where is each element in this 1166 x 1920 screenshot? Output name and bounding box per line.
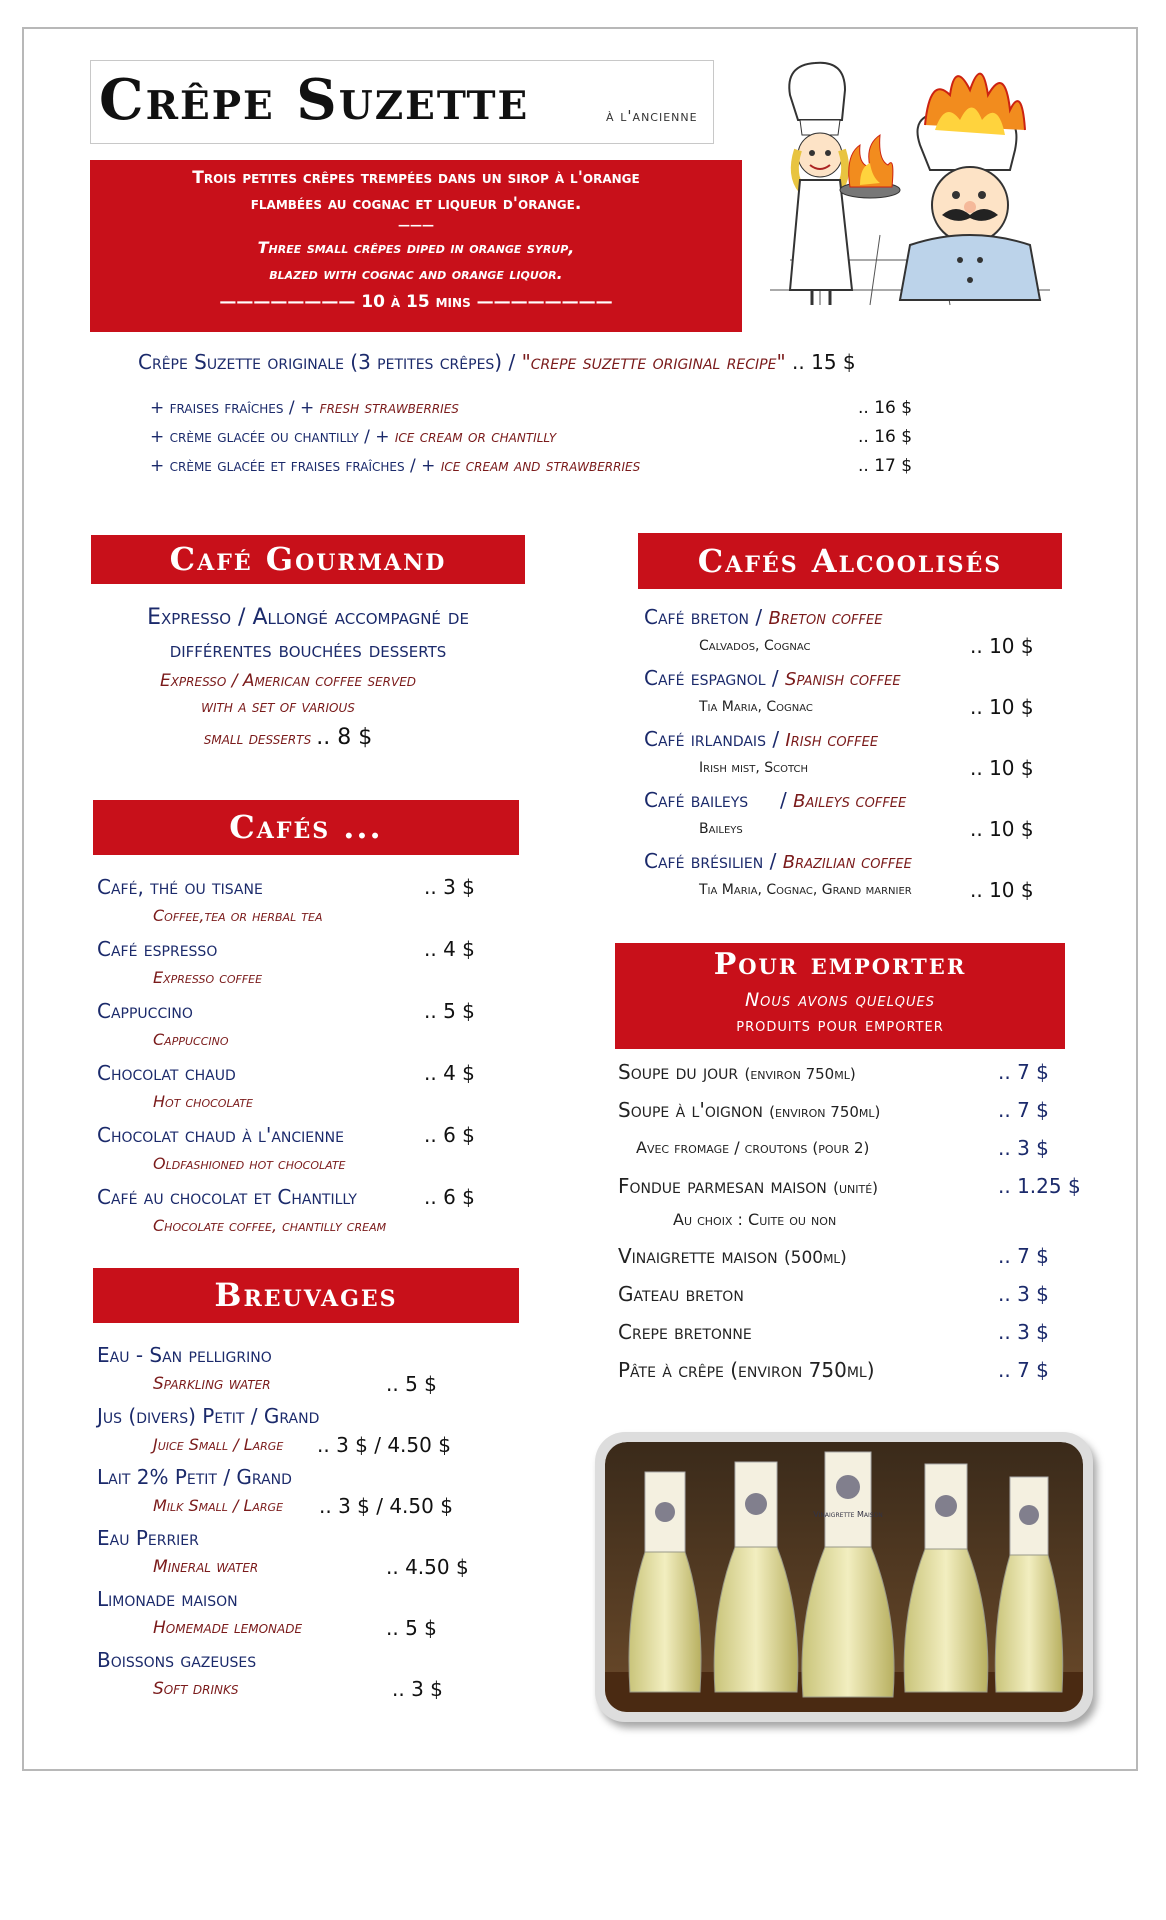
drink-item	[97, 1404, 527, 1465]
alcool-price: .. 10 $	[970, 695, 1034, 719]
cafe-price: .. 5 $	[424, 999, 475, 1023]
alcool-sub: Calvados, Cognac	[699, 638, 811, 654]
cafe-item	[97, 999, 527, 1061]
drink-fr: Lait 2% Petit / Grand	[97, 1465, 292, 1489]
cafe-item	[97, 1061, 527, 1123]
suzette-en-line2: blazed with cognac and orange liquor.	[269, 264, 563, 283]
drink-item	[97, 1526, 527, 1587]
cafe-en: Hot chocolate	[153, 1092, 253, 1111]
drink-fr: Eau Perrier	[97, 1526, 199, 1550]
alcool-en: Irish coffee	[785, 730, 879, 751]
alcool-sub: Baileys	[699, 821, 743, 837]
extra-item	[150, 427, 556, 447]
alcool-price: .. 10 $	[970, 817, 1034, 841]
drink-en: Sparkling water	[153, 1374, 271, 1394]
bottles-image	[605, 1442, 1083, 1712]
cafe-en: Coffee,tea or herbal tea	[153, 906, 323, 925]
emporter-label: Pâte à crêpe (environ 750ml)	[618, 1358, 875, 1382]
extra-item	[150, 398, 459, 418]
male-chef	[900, 74, 1040, 300]
extra-en: ice cream or chantilly	[394, 427, 557, 447]
drink-item	[97, 1343, 527, 1404]
emporter-note: (pour 2)	[812, 1139, 870, 1157]
emporter-item	[618, 1174, 878, 1198]
suzette-fr-line2: flambées au cognac et liqueur d'orange.	[250, 194, 582, 214]
emporter-label: Soupe du jour	[618, 1060, 739, 1084]
extra-fr: + crème glacée ou chantilly / +	[150, 427, 390, 447]
cafe-fr: Café au chocolat et Chantilly	[97, 1185, 357, 1209]
alcool-item	[644, 788, 1064, 849]
emporter-label: Vinaigrette maison	[618, 1244, 778, 1268]
drink-price: .. 5 $	[386, 1616, 437, 1640]
cafe-en: Cappuccino	[153, 1030, 229, 1049]
alcool-fr: Café espagnol	[644, 666, 766, 690]
drink-en: Milk Small / Large	[153, 1496, 284, 1515]
emporter-price: .. 7 $	[998, 1060, 1049, 1084]
extra-item	[150, 456, 640, 476]
extra-price: .. 16 $	[858, 398, 913, 418]
cafe-price: .. 6 $	[424, 1185, 475, 1209]
emporter-price: .. 7 $	[998, 1098, 1049, 1122]
emporter-note: (environ 750ml)	[769, 1103, 881, 1121]
alcool-sub: Tia Maria, Cognac	[699, 699, 813, 715]
chef-illustration	[760, 55, 1060, 310]
cafe-price: .. 6 $	[424, 1123, 475, 1147]
emporter-item	[618, 1358, 875, 1382]
original-en: "crepe suzette original recipe"	[521, 350, 786, 374]
emporter-item	[618, 1098, 880, 1122]
title-box	[90, 60, 714, 144]
extra-fr: + crème glacée et fraises fraîches / +	[150, 456, 436, 476]
cafe-fr: Chocolat chaud	[97, 1061, 236, 1085]
cafe-fr: Café espresso	[97, 937, 218, 961]
drink-price: .. 3 $ / 4.50 $	[317, 1433, 451, 1457]
suzette-time: ———————— 10 à 15 mins ————————	[219, 292, 613, 312]
drink-en: Mineral water	[153, 1557, 259, 1577]
cafe-price: .. 4 $	[424, 1061, 475, 1085]
drink-fr: Boissons gazeuses	[97, 1648, 257, 1672]
cafe-en: Expresso coffee	[153, 968, 263, 987]
alcool-name: Café brésilien / Brazilian coffee	[644, 849, 912, 873]
alcool-sub: Tia Maria, Cognac, Grand marnier	[699, 882, 912, 898]
alcool-item	[644, 727, 1064, 788]
emporter-item	[618, 1244, 847, 1268]
original-item	[138, 350, 856, 374]
suzette-en-line1: Three small crêpes diped in orange syrup,	[257, 238, 575, 257]
suzette-fr-line1: Trois petites crêpes trempées dans un sirop à l'orange	[192, 168, 640, 188]
cafes-title: Cafés ...	[93, 800, 519, 855]
alcool-sub: Irish mist, Scotch	[699, 760, 809, 776]
emporter-item	[636, 1138, 869, 1157]
alcool-en: Baileys coffee	[793, 791, 907, 812]
page-subtitle: à l'ancienne	[606, 107, 698, 125]
emporter-price: .. 3 $	[998, 1136, 1049, 1160]
cafe-price: .. 3 $	[424, 875, 475, 899]
cafe-fr: Chocolat chaud à l'ancienne	[97, 1123, 344, 1147]
emporter-sub1: Nous avons quelques	[744, 989, 936, 1011]
emporter-note: (500ml)	[784, 1248, 847, 1268]
cafe-item	[97, 875, 527, 937]
alcool-item	[644, 605, 1064, 666]
gourmand-en-line2: with a set of various	[201, 697, 355, 717]
alcool-en: Spanish coffee	[785, 669, 901, 690]
alcool-name: Café espagnol / Spanish coffee	[644, 666, 901, 690]
extra-en: fresh strawberries	[319, 398, 459, 418]
gourmand-title: Café Gourmand	[91, 535, 525, 584]
gourmand-fr-line1: Expresso / Allongé accompagné de	[147, 605, 469, 630]
cafe-item	[97, 1185, 527, 1247]
gourmand-last-line	[51, 725, 525, 750]
extra-en: ice cream and strawberries	[440, 456, 641, 476]
emporter-note: (unité)	[833, 1179, 878, 1197]
gourmand-fr-line2: différentes bouchées desserts	[169, 638, 447, 663]
emporter-label: Fondue parmesan maison	[618, 1174, 827, 1198]
alcool-en: Brazilian coffee	[782, 852, 912, 873]
suzette-separator: ———	[398, 218, 434, 232]
alcool-price: .. 10 $	[970, 634, 1034, 658]
cafe-en: Chocolate coffee, chantilly cream	[153, 1216, 387, 1235]
drink-item	[97, 1648, 527, 1709]
alcool-fr: Café brésilien	[644, 849, 764, 873]
emporter-price: .. 7 $	[998, 1244, 1049, 1268]
drink-en: Soft drinks	[153, 1679, 239, 1699]
alcool-price: .. 10 $	[970, 878, 1034, 902]
cafe-item	[97, 1123, 527, 1185]
alcool-item	[644, 849, 1064, 910]
emporter-label: Soupe à l'oignon	[618, 1098, 763, 1122]
emporter-label: Au choix : Cuite ou non	[673, 1210, 837, 1229]
emporter-price: .. 3 $	[998, 1320, 1049, 1344]
drink-fr: Limonade maison	[97, 1587, 238, 1611]
drink-fr: Jus (divers) Petit / Grand	[97, 1404, 320, 1428]
extra-fr: + fraises fraîches / +	[150, 398, 315, 418]
drink-price: .. 3 $	[392, 1677, 443, 1701]
cafe-en: Oldfashioned hot chocolate	[153, 1154, 346, 1173]
emporter-price: .. 3 $	[998, 1282, 1049, 1306]
alcool-fr: Café breton	[644, 605, 750, 629]
bottle-label: Vinaigrette Maison	[813, 1510, 883, 1519]
alcool-name: Café irlandais / Irish coffee	[644, 727, 879, 751]
emporter-item	[618, 1282, 744, 1306]
alcool-name: Café breton / Breton coffee	[644, 605, 883, 629]
extra-price: .. 16 $	[858, 427, 913, 447]
breuvages-title: Breuvages	[93, 1268, 519, 1323]
emporter-item	[618, 1060, 856, 1084]
drink-price: .. 3 $ / 4.50 $	[319, 1494, 453, 1518]
drink-price: .. 4.50 $	[386, 1555, 469, 1579]
alcool-en: Breton coffee	[768, 608, 883, 629]
flambe-pan	[840, 135, 900, 198]
gourmand-price: .. 8 $	[316, 725, 373, 750]
emporter-sub2: produits pour emporter	[736, 1015, 944, 1036]
alcool-item	[644, 666, 1064, 727]
drink-price: .. 5 $	[386, 1372, 437, 1396]
page-title: Crêpe Suzette	[99, 67, 530, 133]
drink-item	[97, 1587, 527, 1648]
emporter-label: Gateau breton	[618, 1282, 744, 1306]
suzette-description	[90, 160, 742, 332]
emporter-header	[615, 943, 1065, 1049]
alcool-name: Café baileys / Baileys coffee	[644, 788, 907, 812]
extra-price: .. 17 $	[858, 456, 913, 476]
alcool-title: Cafés Alcoolisés	[638, 533, 1062, 589]
emporter-title: Pour emporter	[713, 947, 967, 982]
original-price: .. 15 $	[792, 350, 856, 374]
female-chef	[789, 63, 852, 305]
drink-en: Homemade lemonade	[153, 1618, 303, 1638]
gourmand-block	[91, 605, 525, 750]
emporter-list	[618, 1060, 1088, 1390]
cafe-item	[97, 937, 527, 999]
emporter-item	[618, 1320, 752, 1344]
drink-en: Juice Small / Large	[153, 1435, 284, 1454]
cafe-fr: Café, thé ou tisane	[97, 875, 263, 899]
alcool-fr: Café baileys	[644, 788, 749, 812]
emporter-label: Crepe bretonne	[618, 1320, 752, 1344]
emporter-label: Avec fromage / croutons	[636, 1138, 808, 1157]
cafe-fr: Cappuccino	[97, 999, 193, 1023]
emporter-price: .. 7 $	[998, 1358, 1049, 1382]
emporter-item	[673, 1210, 836, 1229]
drink-item	[97, 1465, 527, 1526]
drink-fr: Eau - San pelligrino	[97, 1343, 272, 1367]
gourmand-en-line3: small desserts	[203, 729, 312, 749]
cafe-price: .. 4 $	[424, 937, 475, 961]
alcool-price: .. 10 $	[970, 756, 1034, 780]
original-fr: Crêpe Suzette originale (3 petites crêpes) /	[138, 350, 516, 374]
emporter-note: (environ 750ml)	[744, 1065, 856, 1083]
emporter-price: .. 1.25 $	[998, 1174, 1081, 1198]
vinaigrette-photo	[595, 1432, 1093, 1722]
gourmand-en-line1: Expresso / American coffee served	[159, 671, 417, 691]
alcool-fr: Café irlandais	[644, 727, 766, 751]
